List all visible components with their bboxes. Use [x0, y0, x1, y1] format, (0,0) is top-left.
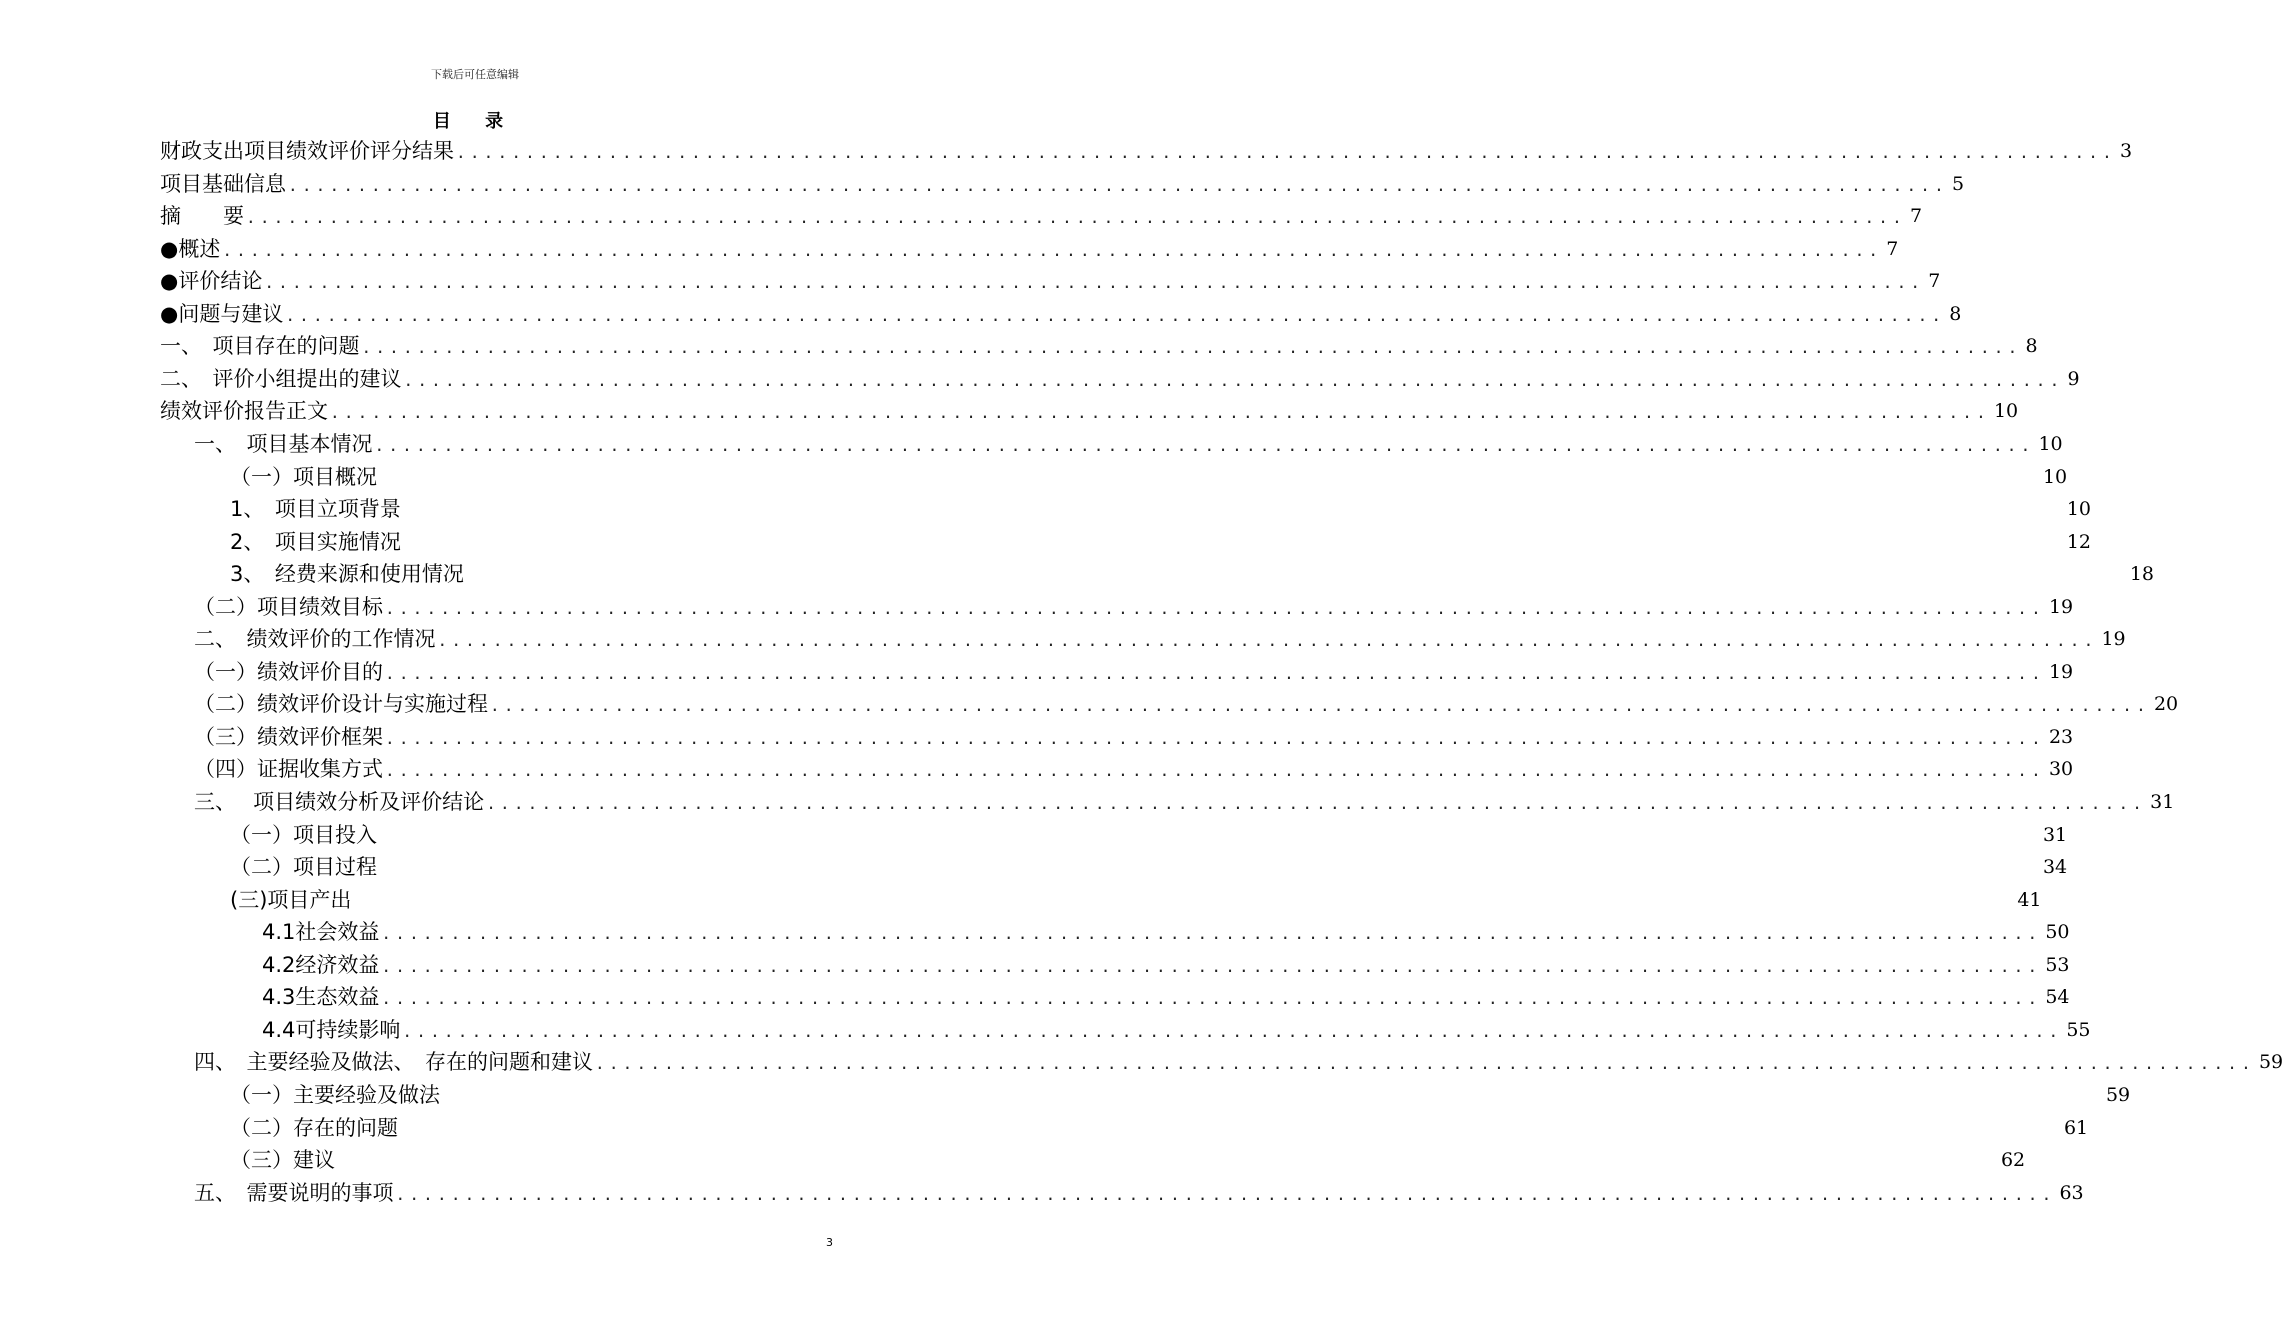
toc-entry-title: （一）项目投入 — [230, 822, 377, 847]
toc-leader-dots: ........................................................................................................................ — [437, 631, 2098, 651]
toc-entry-title: 2、 项目实施情况 — [230, 529, 401, 554]
toc-leader-dots: ........................................................................................................................ — [361, 338, 2022, 358]
toc-entry-title: 1、 项目立项背景 — [230, 497, 401, 522]
toc-entry-page: 23 — [2048, 725, 2074, 748]
toc-entry-title: （二）项目过程 — [230, 855, 377, 880]
toc-leader-dots: ........................................................................................................................ — [385, 761, 2045, 781]
toc-entry-title: 四、 主要经验及做法、 存在的问题和建议 — [194, 1050, 593, 1075]
toc-entry-title: 一、 项目存在的问题 — [160, 334, 360, 359]
toc-entry-title: 摘 要 — [160, 204, 244, 229]
toc-entry-title: 项目基础信息 — [160, 171, 286, 196]
toc-entry[interactable] — [262, 1014, 2091, 1046]
toc-entry-page: 8 — [1949, 302, 1962, 325]
toc-entry[interactable] — [194, 428, 2063, 460]
toc-entry[interactable] — [160, 395, 2019, 427]
toc-entry-page: 18 — [2129, 563, 2154, 586]
toc-entry-page: 61 — [2063, 1116, 2089, 1139]
toc-entry-title: （一）绩效评价目的 — [194, 659, 383, 684]
toc-entry-page: 55 — [2066, 1018, 2091, 1041]
toc-entry[interactable] — [262, 916, 2070, 948]
toc-entry-title: 4.4可持续影响 — [262, 1017, 401, 1042]
toc-entry[interactable] — [194, 721, 2074, 753]
toc-entry-title: 二、 评价小组提出的建议 — [160, 366, 402, 391]
toc-entry-title: 财政支出项目绩效评价评分结果 — [160, 139, 454, 163]
toc-entry-title: 4.3生态效益 — [262, 985, 380, 1010]
toc-entry[interactable] — [230, 526, 2091, 558]
toc-entry[interactable] — [230, 1079, 2131, 1111]
toc-leader-dots: ........................................................................................................................ — [374, 435, 2035, 455]
toc-entry-title: 二、 绩效评价的工作情况 — [194, 627, 436, 652]
toc-entry-page: 41 — [2017, 888, 2042, 911]
toc-entry-page: 10 — [2038, 432, 2063, 455]
toc-entry[interactable] — [160, 330, 2038, 362]
toc-entry-title: 4.1社会效益 — [262, 920, 380, 945]
toc-entry[interactable] — [160, 168, 1965, 200]
toc-entry[interactable] — [160, 298, 1962, 330]
toc-leader-dots: ........................................................................................................................ — [402, 1021, 2063, 1041]
toc-entry-title: （二）项目绩效目标 — [194, 594, 383, 619]
toc-entry-page: 59 — [2258, 1051, 2283, 1074]
toc-leader-dots: ........................................................................................................................ — [385, 598, 2045, 618]
toc-leader-dots: ........................................................................................................................ — [486, 794, 2147, 813]
toc-entry-page: 53 — [2045, 953, 2070, 976]
toc-entry-page: 8 — [2025, 335, 2038, 358]
toc-entry[interactable] — [194, 656, 2074, 688]
toc-entry[interactable] — [194, 786, 2175, 818]
toc-leader-dots: ........................................................................................................................ — [456, 143, 2116, 162]
toc-entry[interactable] — [230, 851, 2068, 883]
toc-entry-page: 19 — [2048, 595, 2074, 618]
toc-leader-dots: ........................................................................................................................ — [222, 240, 1883, 260]
toc-entry[interactable] — [230, 819, 2068, 851]
toc-entry-page: 62 — [2000, 1149, 2026, 1172]
toc-entry-title: （四）证据收集方式 — [194, 757, 383, 782]
toc-entry[interactable] — [160, 363, 2080, 395]
toc-leader-dots: ........................................................................................................................ — [490, 696, 2150, 716]
toc-entry[interactable] — [194, 1177, 2084, 1209]
toc-entry-title: （一）项目概况 — [230, 464, 377, 489]
toc-entry-page: 3 — [2119, 140, 2133, 162]
toc-entry-title: 3、 经费来源和使用情况 — [230, 562, 464, 587]
page-number: 3 — [826, 1236, 833, 1249]
toc-title: 目 录 — [432, 111, 518, 132]
toc-entry[interactable] — [194, 688, 2179, 720]
toc-entry-page: 5 — [1951, 172, 1965, 195]
toc-entry-page: 7 — [1928, 270, 1941, 293]
toc-leader-dots: ........................................................................................................................ — [385, 663, 2045, 683]
toc-entry-page: 30 — [2048, 758, 2074, 781]
toc-entry[interactable] — [160, 233, 1899, 265]
toc-entry-page: 31 — [2150, 791, 2175, 813]
toc-entry-page: 10 — [1993, 400, 2019, 423]
toc-leader-dots: ........................................................................................................................ — [285, 305, 1946, 325]
toc-entry-title: ●问题与建议 — [160, 301, 284, 326]
toc-entry-page: 7 — [1909, 205, 1923, 228]
toc-entry-title: （三）建议 — [230, 1148, 335, 1173]
toc-entry-title: (三)项目产出 — [230, 887, 352, 912]
toc-leader-dots: ........................................................................................................................ — [595, 1054, 2255, 1074]
toc-entry-page: 7 — [1886, 237, 1899, 260]
toc-entry-title: ●概述 — [160, 236, 221, 261]
toc-entry-title: （一）主要经验及做法 — [230, 1082, 440, 1107]
toc-entry-title: 4.2经济效益 — [262, 952, 380, 977]
toc-leader-dots: ........................................................................................................................ — [395, 1184, 2056, 1204]
toc-entry-title: （二）存在的问题 — [230, 1115, 398, 1140]
toc-leader-dots: ........................................................................................................................ — [288, 175, 1948, 195]
toc-entry[interactable] — [194, 623, 2126, 655]
toc-entry-title: 五、 需要说明的事项 — [194, 1180, 394, 1205]
toc-entry-page: 31 — [2042, 823, 2068, 846]
toc-entry-page: 59 — [2105, 1083, 2131, 1106]
toc-entry[interactable] — [230, 493, 2091, 525]
toc-entry[interactable] — [194, 591, 2074, 623]
toc-leader-dots: ........................................................................................................................ — [403, 370, 2064, 390]
toc-leader-dots: ........................................................................................................................ — [264, 273, 1925, 293]
toc-entry-page: 12 — [2066, 530, 2091, 553]
toc-entry[interactable] — [262, 981, 2070, 1013]
toc-entry-page: 10 — [2066, 498, 2091, 521]
toc-entry-title: （二）绩效评价设计与实施过程 — [194, 692, 488, 717]
toc-entry-page: 10 — [2042, 465, 2068, 488]
toc-entry-page: 20 — [2153, 693, 2179, 716]
toc-entry[interactable] — [194, 1046, 2283, 1078]
toc-entry[interactable] — [160, 135, 2133, 167]
toc-entry-page: 54 — [2045, 986, 2070, 1009]
toc-entry-page: 19 — [2101, 628, 2126, 651]
toc-leader-dots: ........................................................................................................................ — [381, 924, 2042, 944]
toc-entry-page: 50 — [2045, 921, 2070, 944]
toc-entry-page: 9 — [2067, 367, 2080, 390]
toc-entry-title: ●评价结论 — [160, 269, 263, 294]
toc-leader-dots: ........................................................................................................................ — [381, 956, 2042, 976]
toc-leader-dots: ........................................................................................................................ — [330, 403, 1990, 423]
toc-entry[interactable] — [194, 753, 2074, 785]
toc-entry[interactable] — [230, 1144, 2026, 1176]
toc-leader-dots: ........................................................................................................................ — [246, 208, 1906, 228]
toc-entry-page: 63 — [2059, 1181, 2084, 1204]
toc-entry[interactable] — [262, 949, 2070, 981]
toc-entry[interactable] — [230, 461, 2068, 493]
toc-entry-page: 19 — [2048, 660, 2074, 683]
page-header-note: 下载后可任意编辑 — [431, 68, 519, 81]
toc-leader-dots: ........................................................................................................................ — [385, 728, 2045, 748]
toc-entry-page: 34 — [2042, 856, 2068, 879]
toc-entry-title: 一、 项目基本情况 — [194, 431, 373, 456]
toc-entry-title: 三、 项目绩效分析及评价结论 — [194, 790, 485, 814]
toc-entry[interactable] — [160, 200, 1923, 232]
toc-leader-dots: ........................................................................................................................ — [381, 989, 2042, 1009]
toc-entry[interactable] — [230, 558, 2154, 590]
toc-entry[interactable] — [160, 265, 1941, 297]
toc-entry[interactable] — [230, 884, 2042, 916]
toc-entry-title: （三）绩效评价框架 — [194, 724, 383, 749]
toc-entry-title: 绩效评价报告正文 — [160, 399, 328, 424]
toc-entry[interactable] — [230, 1112, 2089, 1144]
